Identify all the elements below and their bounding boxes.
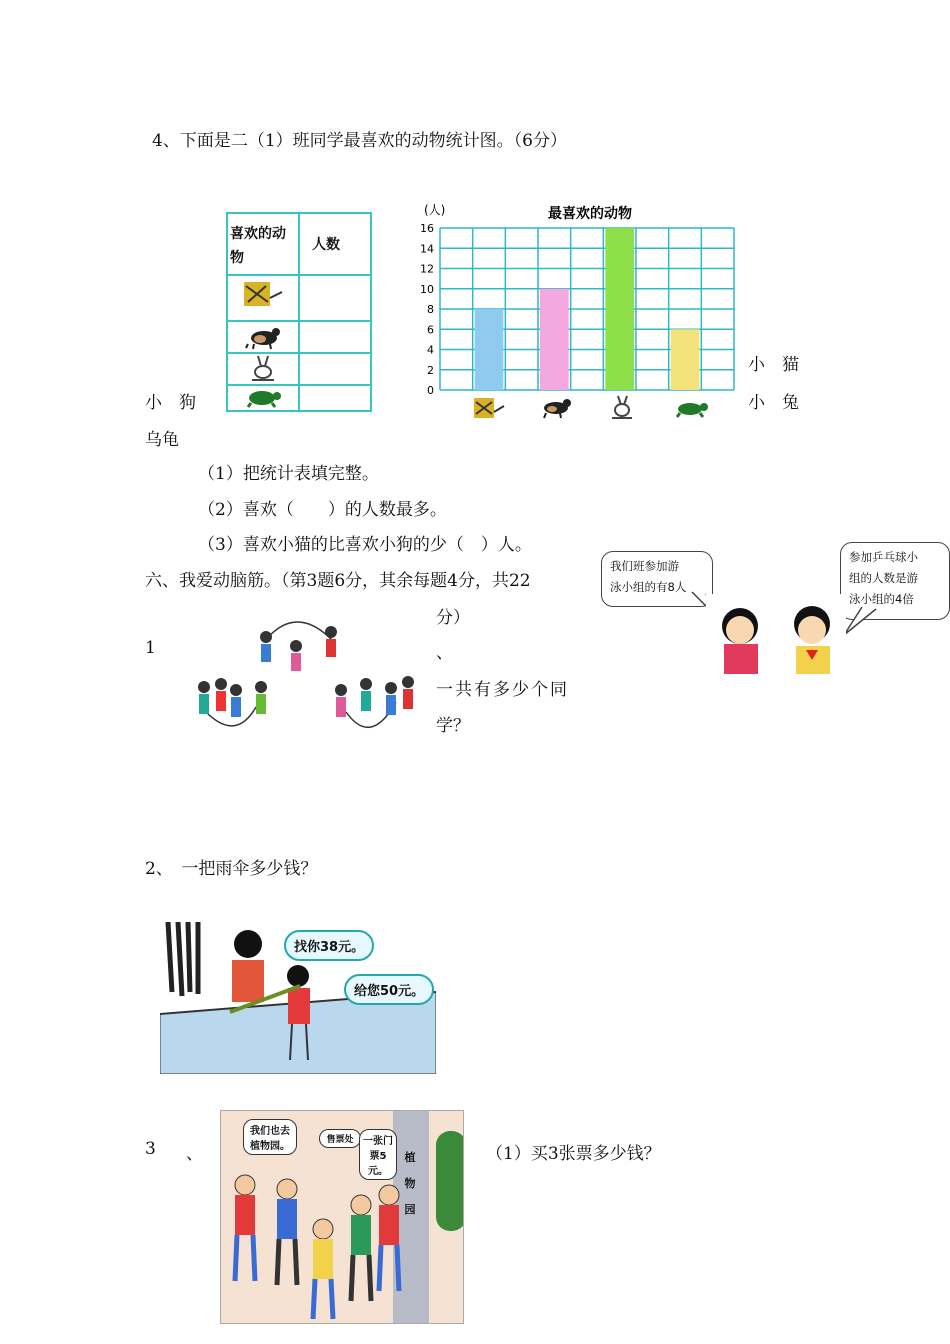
q1-question-line2: 学？ bbox=[436, 716, 470, 736]
tree bbox=[436, 1131, 464, 1231]
chart-y-tick-label: 2 bbox=[427, 363, 434, 377]
q3-sub-question-1: （1）买3张票多少钱？ bbox=[486, 1144, 661, 1164]
statistics-table bbox=[226, 212, 372, 412]
q1-question-line1: 一共有多少个同 bbox=[436, 680, 569, 700]
section-6-title-cont: 分） bbox=[436, 608, 470, 628]
chart-y-tick-label: 8 bbox=[427, 303, 434, 316]
chart-y-tick-label: 6 bbox=[427, 323, 434, 337]
chart-cat-icon bbox=[544, 399, 571, 418]
q2-bubble-change: 找你38元。 bbox=[284, 930, 374, 961]
chart-rabbit-icon bbox=[612, 396, 632, 418]
table-header-count: 人数 bbox=[312, 237, 340, 253]
q3-bubble-kids: 我们也去植物园。 bbox=[243, 1119, 297, 1155]
chart-bar-turtle bbox=[671, 329, 700, 390]
dog-icon bbox=[240, 278, 284, 312]
chart-dog-icon bbox=[474, 398, 504, 418]
rabbit-icon bbox=[248, 354, 278, 382]
label-rabbit: 小 兔 bbox=[748, 393, 799, 413]
cat-icon bbox=[244, 324, 284, 350]
chart-y-tick-label: 10 bbox=[420, 282, 434, 296]
jump-rope-kids-illustration bbox=[186, 612, 422, 740]
chart-bar-dog bbox=[475, 309, 504, 390]
q3-bubble-ticket-office: 售票处 bbox=[319, 1129, 361, 1148]
bubble-line: 泳小组的4倍 bbox=[849, 592, 914, 606]
q3-bubble-price: 一张门票5元。 bbox=[359, 1129, 397, 1180]
chart-y-tick-label: 16 bbox=[420, 222, 434, 235]
bubble-line: 参加乒乓球小 bbox=[849, 550, 918, 564]
chart-y-tick-label: 14 bbox=[420, 242, 434, 256]
label-dog: 小 狗 bbox=[145, 393, 196, 413]
ticket-booth-illustration bbox=[220, 1110, 464, 1324]
turtle-icon bbox=[242, 386, 282, 408]
bubble-line: 组的人数是游 bbox=[849, 571, 918, 585]
q2-question: 2、 一把雨伞多少钱？ bbox=[145, 859, 318, 879]
q3-separator: 、 bbox=[186, 1144, 203, 1164]
chart-y-tick-label: 12 bbox=[420, 262, 434, 276]
chart-y-tick-label: 0 bbox=[427, 384, 434, 397]
two-kids-illustration bbox=[706, 594, 846, 674]
chart-bar-cat bbox=[540, 289, 569, 390]
sign-char: 物 bbox=[404, 1177, 416, 1190]
q2-bubble-pay: 给您50元。 bbox=[344, 974, 434, 1005]
q1-number: 1 bbox=[145, 638, 156, 658]
chart-title: 最喜欢的动物 bbox=[548, 206, 632, 222]
sign-char: 植 bbox=[404, 1151, 416, 1164]
q3-number: 3 bbox=[145, 1139, 156, 1159]
sub-question-3: （3）喜欢小猫的比喜欢小狗的少（ ）人。 bbox=[198, 535, 532, 555]
sub-question-1: （1）把统计表填完整。 bbox=[198, 464, 379, 484]
chart-bar-rabbit bbox=[605, 228, 634, 390]
sign-char: 园 bbox=[404, 1203, 416, 1216]
chart-y-tick-label: 4 bbox=[427, 343, 434, 357]
question-4-title: 4、下面是二（1）班同学最喜欢的动物统计图。（6分） bbox=[152, 131, 567, 151]
q1-separator: 、 bbox=[436, 643, 453, 663]
label-turtle: 乌龟 bbox=[145, 430, 179, 450]
sub-question-2: （2）喜欢（ ）的人数最多。 bbox=[198, 500, 447, 520]
bar-chart bbox=[412, 200, 742, 430]
label-cat: 小 猫 bbox=[748, 355, 799, 375]
section-6-title: 六、我爱动脑筋。（第3题6分，其余每题4分，共22 bbox=[145, 571, 531, 591]
bubble-line: 我们班参加游 bbox=[610, 559, 679, 573]
chart-turtle-icon bbox=[677, 403, 708, 417]
bubble-line: 泳小组的有8人 bbox=[610, 580, 687, 594]
bubble-tail-right bbox=[842, 605, 878, 639]
table-header-animal: 喜欢的动 物 bbox=[230, 226, 286, 266]
chart-y-label: (人) bbox=[424, 203, 446, 217]
kids-queue bbox=[221, 1171, 421, 1323]
